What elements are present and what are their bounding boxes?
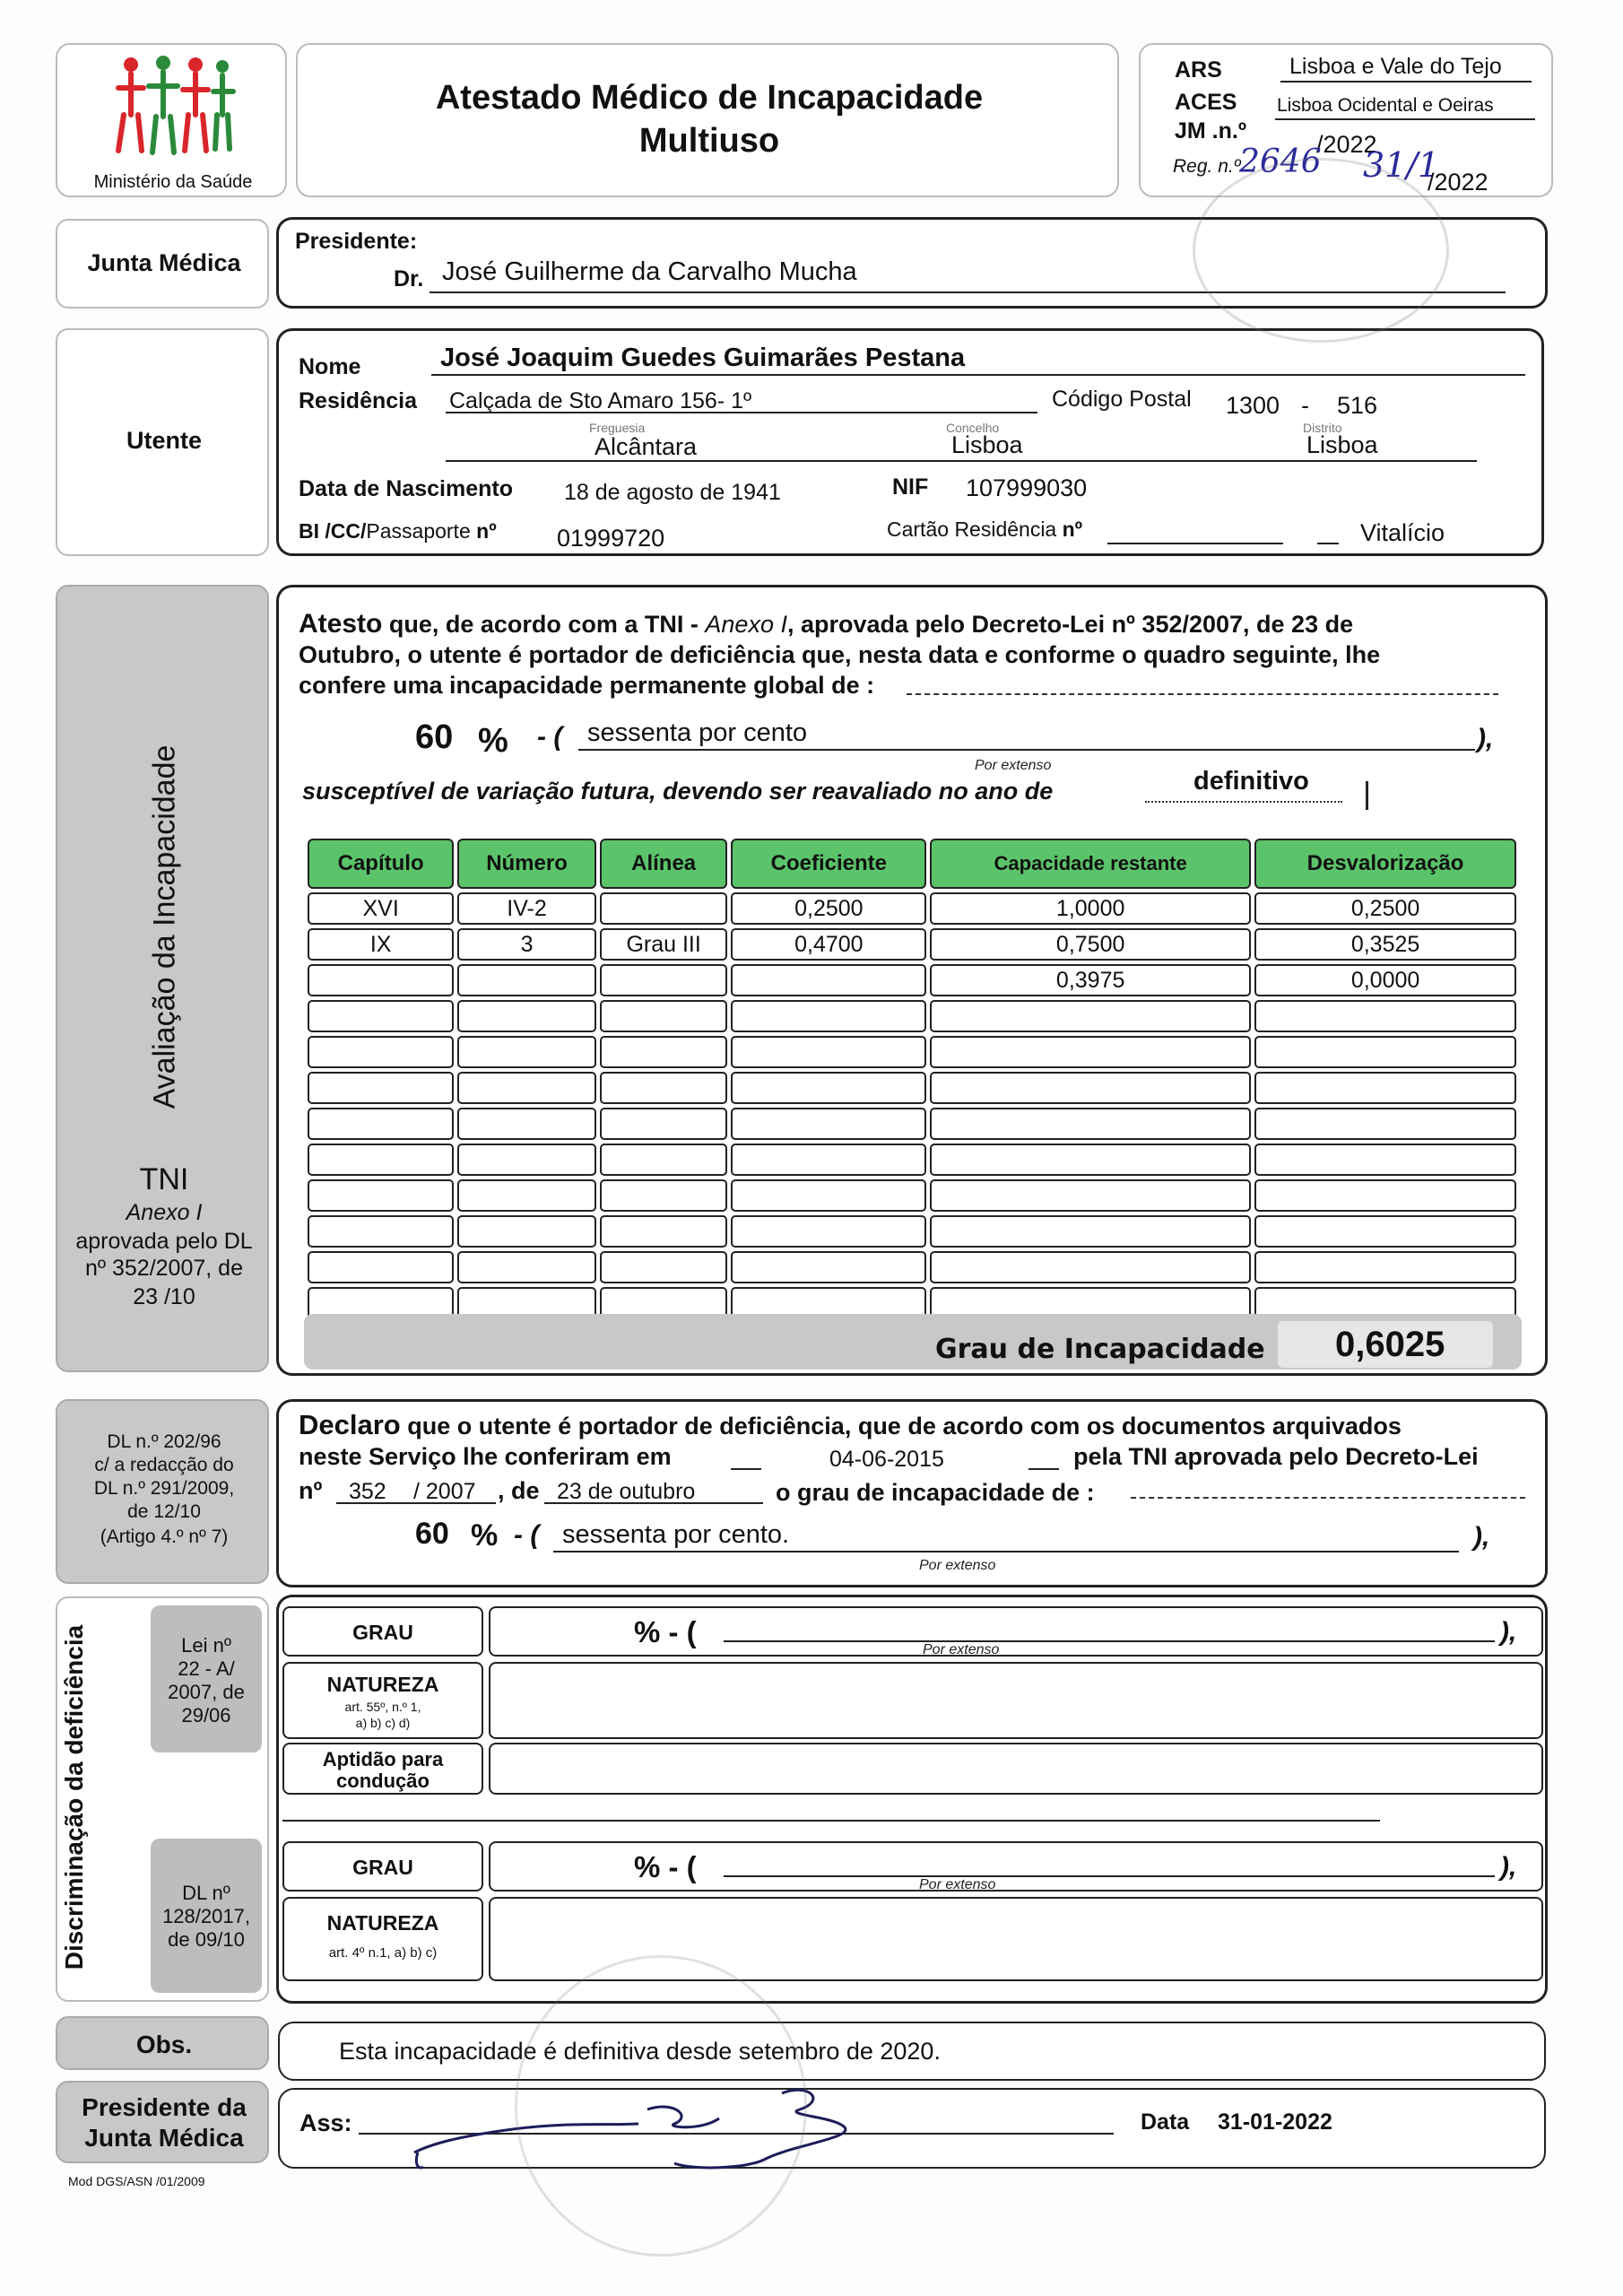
nif-value: 107999030 — [966, 474, 1088, 501]
dl-grau-pct-close: ), — [1500, 1852, 1517, 1882]
reaval-value: definitivo — [1193, 767, 1309, 796]
lei-l3: 2007, de — [168, 1681, 245, 1703]
junta-label: Junta Médica — [87, 249, 241, 276]
declaro-line1 — [299, 1409, 1402, 1441]
tni-header-cell: Capacidade restante — [930, 839, 1251, 889]
tni-header-cell: Alínea — [600, 839, 728, 889]
title-box — [296, 43, 1119, 197]
aptidao-label-l1: Aptidão para — [322, 1748, 444, 1770]
tni-cell — [930, 1215, 1251, 1248]
cartao-label-b: Residência — [954, 517, 1057, 541]
tni-cell — [1254, 1000, 1516, 1032]
declaro-dl-date: 23 de outubro — [557, 1479, 696, 1504]
tni-header-cell: Capítulo — [308, 839, 454, 889]
declaro-side-l1: DL n.º 202/96 — [107, 1431, 221, 1452]
reaval-bar — [1366, 781, 1368, 810]
ass-label: Ass: — [299, 2109, 352, 2136]
avaliacao-side-line3: 23 /10 — [133, 1284, 195, 1309]
avaliacao-side-line1: aprovada pelo DL — [75, 1229, 253, 1254]
tni-cell: 0,7500 — [930, 928, 1251, 961]
utente-label: Utente — [126, 427, 202, 454]
ministry-label: Ministério da Saúde — [93, 172, 253, 192]
tni-cell — [731, 1251, 926, 1283]
declaro-pct-text: sessenta por cento. — [562, 1520, 790, 1549]
tni-cell — [600, 892, 728, 925]
residencia-underline — [446, 412, 1037, 413]
atesto-line3-dots — [907, 693, 1498, 695]
tni-cell — [600, 1251, 728, 1283]
tni-cell — [457, 1251, 596, 1283]
atesto-line1 — [299, 609, 1536, 639]
pct-open: - ( — [537, 722, 563, 752]
aptidao-label-l2: condução — [336, 1770, 430, 1792]
declaro-word: Declaro — [299, 1409, 401, 1440]
tni-cell — [731, 1108, 926, 1140]
tni-cell — [930, 1036, 1251, 1068]
tni-cell — [308, 1036, 454, 1068]
obs-box — [278, 2022, 1546, 2081]
cp-label: Código Postal — [1052, 387, 1192, 412]
presidente-side-l2: Junta Médica — [84, 2124, 244, 2152]
por-extenso-2: Por extenso — [919, 1558, 996, 1573]
tni-row — [308, 1251, 1516, 1283]
declaro-dl-date-underline — [544, 1502, 763, 1504]
declaro-side-l3: DL n.º 291/2009, — [93, 1478, 235, 1499]
freguesia-label: Freguesia — [589, 421, 646, 435]
dl-grau-label-box — [282, 1841, 483, 1892]
tni-cell — [731, 1179, 926, 1212]
reg-number: 2646 — [1239, 144, 1322, 180]
cartao-underline — [1107, 543, 1283, 544]
tni-cell — [600, 1144, 728, 1176]
declaro-box — [276, 1399, 1548, 1587]
discriminacao-separator — [282, 1820, 1380, 1822]
tni-cell — [308, 1215, 454, 1248]
tni-cell — [731, 1000, 926, 1032]
junta-side-box — [56, 219, 269, 309]
tni-cell — [457, 1000, 596, 1032]
tni-cell — [457, 1215, 596, 1248]
declaro-line2b: pela TNI aprovada pelo Decreto-Lei — [1073, 1443, 1479, 1470]
tni-row — [308, 892, 1516, 925]
tni-cell — [308, 964, 454, 996]
tni-cell — [1254, 1144, 1516, 1176]
grau-label: Grau de Incapacidade — [935, 1334, 1265, 1365]
tni-cell: IX — [308, 928, 454, 961]
tni-row — [308, 964, 1516, 996]
nome-underline — [431, 374, 1525, 376]
declaro-line2a: neste Serviço lhe conferiram em — [299, 1443, 672, 1470]
locality-underline — [446, 460, 1477, 462]
reg-year: /2022 — [1428, 169, 1488, 196]
lei-grau-underline — [724, 1640, 1495, 1642]
tni-row — [308, 1215, 1516, 1248]
ministry-logo-box — [56, 43, 287, 197]
tni-cell — [600, 964, 728, 996]
atesto-line2: Outubro, o utente é portador de deficiência que, nesta data e conforme o quadro seguinte, lhe — [299, 641, 1381, 668]
pct-text: sessenta por cento — [587, 718, 808, 747]
utente-box — [276, 328, 1544, 556]
declaro-pct-close: ), — [1473, 1522, 1490, 1552]
cp2-value: 516 — [1337, 392, 1378, 419]
avaliacao-box — [276, 585, 1548, 1376]
tni-cell — [1254, 1179, 1516, 1212]
lei-grau-label-box — [282, 1606, 483, 1657]
obs-label: Obs. — [135, 2031, 193, 2058]
jm-label: JM .n.º — [1175, 118, 1246, 144]
tni-cell — [731, 964, 926, 996]
lei-box — [151, 1605, 262, 1752]
tni-cell — [930, 1251, 1251, 1283]
lei-l1: Lei nº — [181, 1634, 231, 1657]
tni-cell — [1254, 1215, 1516, 1248]
aptidao-label-box — [282, 1743, 483, 1795]
nasc-value: 18 de agosto de 1941 — [564, 480, 781, 505]
declaro-de-label: , de — [498, 1477, 540, 1504]
tni-cell — [600, 1179, 728, 1212]
declaro-pct-underline — [553, 1551, 1459, 1552]
residencia-value: Calçada de Sto Amaro 156- 1º — [449, 388, 752, 413]
pct-value: 60 — [415, 718, 454, 756]
bi-label — [299, 519, 497, 544]
lei-natureza-art2: a) b) c) d) — [355, 1716, 411, 1730]
tni-cell — [457, 1072, 596, 1104]
avaliacao-side-box — [56, 585, 269, 1372]
por-extenso-3: Por extenso — [923, 1642, 1000, 1657]
tni-cell — [457, 1036, 596, 1068]
dl-l1: DL nº — [182, 1882, 230, 1904]
lei-grau-field[interactable] — [489, 1606, 1543, 1657]
dl-natureza-art: art. 4º n.1, a) b) c) — [328, 1945, 438, 1961]
declaro-line1-rest: que o utente é portador de deficiência, que de acordo com os documentos arquivados — [400, 1413, 1402, 1439]
lei-grau-pct-close: ), — [1500, 1617, 1517, 1647]
declaro-dl-num: 352 — [349, 1479, 386, 1504]
dl-natureza-label: NATUREZA — [326, 1911, 439, 1935]
declaro-no-label: nº — [299, 1477, 323, 1504]
lei-grau-pct-open: % - ( — [634, 1615, 697, 1648]
tni-cell: 0,3525 — [1254, 928, 1516, 961]
doc-title-line2: Multiuso — [638, 122, 780, 160]
tni-row — [308, 928, 1516, 961]
dl-box — [151, 1839, 262, 1993]
tni-cell — [600, 1108, 728, 1140]
obs-text: Esta incapacidade é definitiva desde setembro de 2020. — [339, 2038, 941, 2065]
bi-value: 01999720 — [557, 525, 665, 552]
signature-box — [278, 2088, 1546, 2169]
discriminacao-side-box — [56, 1596, 269, 2002]
cp1-value: 1300 — [1226, 392, 1280, 419]
declaro-side-box — [56, 1399, 269, 1584]
cp-sep: - — [1301, 392, 1309, 419]
tni-table — [304, 835, 1520, 1323]
dl-l2: 128/2017, — [162, 1905, 250, 1927]
declaro-side-l4: de 12/10 — [127, 1501, 201, 1522]
tni-cell — [731, 1144, 926, 1176]
bi-label-a: BI /CC/ — [299, 519, 367, 543]
lei-natureza-field[interactable] — [489, 1662, 1543, 1739]
tni-cell — [930, 1179, 1251, 1212]
nome-value: José Joaquim Guedes Guimarães Pestana — [440, 344, 966, 372]
stamp-bottom — [515, 1955, 807, 2257]
tni-cell — [600, 1000, 728, 1032]
aces-value: Lisboa Ocidental e Oeiras — [1277, 95, 1494, 116]
dl-grau-underline — [724, 1875, 1495, 1877]
cartao-label-a: Cartão — [887, 517, 955, 541]
obs-side-box — [56, 2016, 269, 2070]
tni-cell: 0,2500 — [731, 892, 926, 925]
presidente-side-l1: Presidente da — [82, 2093, 247, 2121]
aptidao-field[interactable] — [489, 1743, 1543, 1795]
tni-cell: 0,4700 — [731, 928, 926, 961]
bi-label-b: Passaporte — [366, 519, 471, 543]
declaro-pct-sign: % — [471, 1518, 499, 1552]
tni-cell — [1254, 1108, 1516, 1140]
tni-cell — [308, 1000, 454, 1032]
distrito-value: Lisboa — [1306, 431, 1378, 458]
tni-cell: 0,3975 — [930, 964, 1251, 996]
declaro-line3-dots — [1131, 1497, 1525, 1499]
tni-header-row — [308, 839, 1516, 889]
avaliacao-side-anexo: Anexo I — [126, 1200, 203, 1225]
reg-label: Reg. n.º — [1173, 156, 1241, 177]
avaliacao-side-tni: TNI — [139, 1162, 189, 1196]
dl-natureza-label-box — [282, 1897, 483, 1981]
vitalicio-dash — [1317, 543, 1339, 544]
tni-cell — [930, 1144, 1251, 1176]
tni-cell — [457, 1179, 596, 1212]
bi-label-c: nº — [470, 519, 497, 543]
ministry-logo-icon — [106, 52, 240, 169]
tni-cell: Grau III — [600, 928, 728, 961]
tni-row — [308, 1072, 1516, 1104]
atesto-word: Atesto — [299, 609, 383, 639]
tni-cell — [731, 1215, 926, 1248]
stamp-top — [1193, 158, 1449, 343]
tni-header-cell: Desvalorização — [1254, 839, 1516, 889]
lei-l4: 29/06 — [181, 1704, 231, 1726]
dl-l3: de 09/10 — [168, 1928, 245, 1951]
tni-cell — [1254, 1036, 1516, 1068]
reaval-dots — [1145, 801, 1342, 803]
declaro-dash1 — [731, 1468, 761, 1470]
jm-value: /2022 — [1316, 131, 1377, 158]
tni-cell — [457, 964, 596, 996]
ars-value: Lisboa e Vale do Tejo — [1289, 54, 1502, 79]
ars-label: ARS — [1175, 57, 1222, 83]
lei-l2: 22 - A/ — [178, 1657, 235, 1680]
dl-grau-pct-open: % - ( — [634, 1850, 697, 1883]
tni-cell — [308, 1108, 454, 1140]
avaliacao-side-title: Avaliação da Incapacidade — [147, 744, 182, 1109]
nome-label: Nome — [299, 354, 361, 379]
reg-handwritten-date: 31/1 — [1363, 145, 1440, 185]
tni-cell — [308, 1179, 454, 1212]
utente-side-box — [56, 328, 269, 556]
tni-cell — [930, 1000, 1251, 1032]
vitalicio-value: Vitalício — [1360, 519, 1445, 546]
dr-name: José Guilherme da Carvalho Mucha — [442, 257, 857, 286]
tni-cell — [731, 1036, 926, 1068]
declaro-pct-open: - ( — [514, 1520, 540, 1550]
declaro-dash2 — [1028, 1468, 1059, 1470]
avaliacao-side-line2: nº 352/2007, de — [85, 1256, 243, 1281]
atesto-line3: confere uma incapacidade permanente global de : — [299, 672, 875, 699]
tni-cell: 0,2500 — [1254, 892, 1516, 925]
tni-cell — [930, 1072, 1251, 1104]
tni-cell — [308, 1144, 454, 1176]
por-extenso-4: Por extenso — [919, 1877, 996, 1892]
atesto-anexo: Anexo I — [705, 611, 787, 638]
dl-grau-field[interactable] — [489, 1841, 1543, 1892]
tni-row — [308, 1108, 1516, 1140]
lei-natureza-art1: art. 55º, n.º 1, — [344, 1700, 421, 1714]
nasc-label: Data de Nascimento — [299, 476, 513, 501]
presidente-side-box — [56, 2081, 269, 2163]
lei-grau-label: GRAU — [352, 1621, 413, 1644]
residencia-label: Residência — [299, 388, 418, 413]
ars-underline — [1280, 81, 1532, 83]
concelho-label: Concelho — [946, 421, 1000, 435]
cartao-label-c: nº — [1056, 517, 1083, 541]
tni-cell: XVI — [308, 892, 454, 925]
por-extenso-1: Por extenso — [975, 758, 1052, 773]
declaro-date: 04-06-2015 — [829, 1447, 944, 1472]
tni-cell — [600, 1072, 728, 1104]
tni-cell: IV-2 — [457, 892, 596, 925]
tni-row — [308, 1144, 1516, 1176]
tni-row — [308, 1179, 1516, 1212]
tni-cell — [600, 1036, 728, 1068]
data-value: 31-01-2022 — [1218, 2109, 1332, 2135]
tni-cell — [308, 1251, 454, 1283]
atesto-part2: , aprovada pelo Decreto-Lei nº 352/2007, de 23 de — [786, 611, 1354, 638]
tni-cell — [457, 1144, 596, 1176]
dl-grau-label: GRAU — [352, 1856, 413, 1879]
grau-value: 0,6025 — [1335, 1325, 1445, 1364]
atesto-part1: que, de acordo com a TNI - — [382, 611, 706, 638]
pct-close: ), — [1477, 724, 1494, 753]
tni-cell: 0,0000 — [1254, 964, 1516, 996]
declaro-dl-underline — [336, 1502, 496, 1504]
mod-label: Mod DGS/ASN /01/2009 — [68, 2174, 205, 2188]
aces-label: ACES — [1175, 90, 1237, 115]
tni-header-cell: Coeficiente — [731, 839, 926, 889]
tni-cell — [308, 1072, 454, 1104]
presidente-label: Presidente: — [295, 229, 418, 254]
lei-natureza-label-box — [282, 1662, 483, 1739]
tni-cell — [457, 1108, 596, 1140]
tni-cell — [731, 1072, 926, 1104]
tni-cell — [600, 1215, 728, 1248]
suscept-text: susceptível de variação futura, devendo ser reavaliado no ano de — [302, 778, 1054, 804]
freguesia-value: Alcântara — [595, 433, 698, 460]
declaro-dl-year: / 2007 — [413, 1479, 476, 1504]
distrito-label: Distrito — [1303, 421, 1342, 435]
doc-title-line1: Atestado Médico de Incapacidade — [435, 79, 984, 117]
tni-row — [308, 1000, 1516, 1032]
lei-natureza-label: NATUREZA — [326, 1673, 439, 1696]
declaro-side-l5: (Artigo 4.º nº 7) — [100, 1526, 229, 1547]
tni-cell — [930, 1108, 1251, 1140]
pct-sign: % — [478, 722, 508, 760]
tni-cell: 3 — [457, 928, 596, 961]
concelho-value: Lisboa — [951, 431, 1023, 458]
declaro-line3b: o grau de incapacidade de : — [776, 1479, 1095, 1506]
tni-row — [308, 1036, 1516, 1068]
nif-label: NIF — [892, 474, 929, 500]
declaro-pct: 60 — [415, 1517, 449, 1551]
discriminacao-side-title: Discriminação da deficiência — [60, 1624, 88, 1970]
aces-underline — [1275, 118, 1535, 120]
tni-cell: 1,0000 — [930, 892, 1251, 925]
tni-cell — [1254, 1251, 1516, 1283]
declaro-side-l2: c/ a redacção do — [94, 1455, 234, 1475]
pct-underline — [578, 749, 1475, 751]
discriminacao-box — [276, 1595, 1548, 2004]
tni-cell — [1254, 1072, 1516, 1104]
data-label: Data — [1141, 2109, 1190, 2135]
tni-header-cell: Número — [457, 839, 596, 889]
cartao-label — [887, 517, 1082, 542]
dr-label: Dr. — [394, 266, 424, 291]
